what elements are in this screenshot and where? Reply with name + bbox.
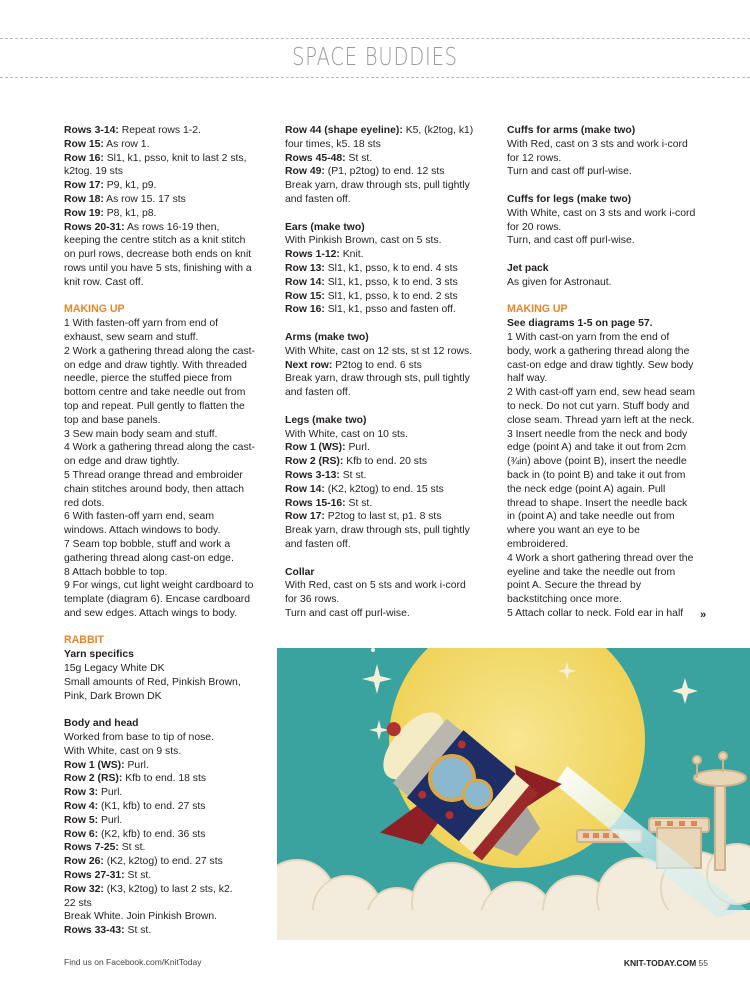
title-dashed-rule: [0, 77, 750, 78]
row-text: rows until you have 5 sts, finishing with a: [64, 262, 252, 274]
cuffs-legs-rows: [507, 207, 719, 248]
pattern-line: [285, 428, 495, 442]
pattern-line: [285, 538, 495, 552]
row-text: Kfb to end. 20 sts: [343, 456, 428, 468]
yarn-specifics-heading: Yarn specifics: [64, 649, 134, 661]
row-text: With White, cast on 10 sts.: [285, 428, 408, 440]
row-label: Rows 3-13:: [285, 469, 340, 481]
pattern-line: [285, 303, 495, 317]
pattern-line: [64, 786, 272, 800]
yarn-list: [64, 662, 272, 703]
collar-heading: Collar: [285, 566, 315, 578]
instruction-line: template (diagram 6). Encase cardboard: [64, 594, 250, 606]
row-label: Row 49:: [285, 166, 325, 178]
instruction-line: to neck. Do not cut yarn. Stuff body and: [507, 400, 690, 412]
yarn-line: 15g Legacy White DK: [64, 663, 165, 675]
row-text: Purl.: [98, 814, 123, 826]
row-text: Kfb to end. 18 sts: [122, 773, 207, 785]
pattern-line: [64, 924, 272, 938]
row-label: Rows 45-48:: [285, 152, 346, 164]
row-text: (K2, k2tog) to end. 15 sts: [324, 483, 444, 495]
rocket-illustration: [277, 648, 750, 940]
row-label: Row 14:: [285, 483, 325, 495]
jetpack-rows: [507, 276, 719, 290]
yarn-line: Small amounts of Red, Pinkish Brown,: [64, 676, 241, 688]
instruction-line: thread to shape. Insert the needle back: [507, 497, 688, 509]
pattern-line: Turn and cast off purl-wise.: [285, 607, 410, 619]
row-label: Row 16:: [285, 304, 325, 316]
instruction-line: where you want an eye to be: [507, 525, 640, 537]
pattern-line: [285, 290, 495, 304]
row-label: Row 14:: [285, 276, 325, 288]
row-text: Sl1, k1, psso, knit to last 2 sts,: [103, 152, 247, 164]
row-text: (K2, k2tog) to end. 27 sts: [103, 856, 223, 868]
row-label: Row 17:: [64, 180, 104, 192]
rocket-photo: [277, 648, 750, 940]
arms-rows: [285, 345, 495, 400]
arms-heading: Arms (make two): [285, 331, 369, 343]
row-text: Worked from base to tip of nose.: [64, 732, 214, 744]
page-number: 55: [698, 958, 708, 968]
row-text: and fasten off.: [285, 193, 351, 205]
row-label: Row 5:: [64, 814, 99, 826]
pattern-line: [64, 745, 272, 759]
row-label: Row 4:: [64, 801, 99, 813]
instruction-line: (¾in) above (point B), insert the needle: [507, 456, 687, 468]
row-label: Rows 3-14:: [64, 125, 119, 136]
instruction-line: 5 Attach collar to neck. Fold ear in half: [507, 607, 684, 619]
continue-arrow-icon: »: [700, 609, 707, 621]
pattern-line: [64, 731, 272, 745]
instruction-line: 2 With cast-off yarn end, sew head seam: [507, 387, 696, 399]
pattern-line: [285, 469, 495, 483]
row-text: (K3, k2tog) to last 2 sts, k2.: [103, 883, 233, 895]
instruction-line: windows. Attach windows to body.: [64, 525, 221, 537]
row-text: K5, (k2tog, k1): [402, 125, 474, 136]
instruction-line: 1 With cast-on yarn from the end of: [507, 331, 670, 343]
row-label: Row 44 (shape eyeline):: [285, 125, 403, 136]
head-rows: [285, 124, 495, 207]
column-1: [64, 124, 272, 938]
instruction-line: on edge and draw tightly. With threaded: [64, 359, 247, 371]
page-title: SPACE BUDDIES: [292, 42, 458, 71]
instruction-line: back in (to point B) and take it out from: [507, 469, 686, 481]
footer-facebook: Find us on Facebook.com/KnitToday: [64, 957, 202, 967]
pattern-line: [64, 276, 272, 290]
body-head-heading: Body and head: [64, 718, 139, 730]
top-dashed-rule: [0, 38, 750, 39]
instruction-line: 4 Work a gathering thread along the cast-: [64, 442, 255, 454]
row-text: St st.: [345, 152, 373, 164]
row-text: and fasten off.: [285, 387, 351, 399]
pattern-line: [64, 883, 272, 897]
row-text: Sl1, k1, psso and fasten off.: [324, 304, 456, 316]
pattern-line: [285, 359, 495, 373]
row-label: Row 32:: [64, 883, 104, 895]
instruction-line: 3 Sew main body seam and stuff.: [64, 428, 218, 440]
row-label: Row 2 (RS):: [64, 773, 123, 785]
making-up-heading-2: MAKING UP: [507, 303, 568, 316]
row-text: With White, cast on 12 sts, st st 12 rows.: [285, 345, 473, 357]
row-text: St st.: [124, 870, 152, 882]
instruction-line: top and base panels.: [64, 414, 161, 426]
pattern-line: Turn, and cast off purl-wise.: [507, 235, 635, 247]
row-text: Sl1, k1, psso, k to end. 3 sts: [324, 276, 458, 288]
row-label: Row 15:: [285, 290, 325, 302]
row-text: Purl.: [124, 759, 149, 771]
pattern-rows-tail: [64, 124, 272, 290]
pattern-line: [64, 897, 272, 911]
pattern-line: for 36 rows.: [285, 594, 340, 606]
row-text: With White, cast on 9 sts.: [64, 745, 182, 757]
row-text: St st.: [118, 842, 146, 854]
instruction-line: embroidered.: [507, 538, 569, 550]
collar-rows: [285, 579, 495, 620]
cuffs-legs-heading: Cuffs for legs (make two): [507, 193, 632, 205]
pattern-line: [285, 262, 495, 276]
yarn-line: Pink, Dark Brown DK: [64, 690, 162, 702]
cuffs-arms-heading: Cuffs for arms (make two): [507, 125, 636, 136]
row-text: four times, k5. 18 sts: [285, 138, 381, 150]
site-name: KNIT-TODAY.COM: [623, 958, 697, 968]
ears-rows: [285, 234, 495, 317]
pattern-line: [64, 124, 272, 138]
row-text: (K1, kfb) to end. 27 sts: [98, 801, 206, 813]
row-label: Row 2 (RS):: [285, 456, 344, 468]
instruction-line: and sew edges. Attach wings to body.: [64, 607, 238, 619]
row-label: Rows 33-43:: [64, 925, 125, 937]
pattern-line: [285, 441, 495, 455]
pattern-line: [285, 248, 495, 262]
instruction-line: 6 With fasten-off yarn end, seam: [64, 511, 214, 523]
pattern-line: [64, 841, 272, 855]
pattern-line: [64, 869, 272, 883]
legs-rows: [285, 428, 495, 552]
pattern-line: [64, 138, 272, 152]
pattern-line: [64, 193, 272, 207]
row-text: on purl rows, decrease both ends on knit: [64, 249, 252, 261]
row-text: P2tog to end. 6 sts: [332, 359, 422, 371]
body-head-rows: [64, 731, 272, 938]
pattern-line: [64, 772, 272, 786]
pattern-line: [285, 497, 495, 511]
ears-heading: Ears (make two): [285, 221, 365, 233]
instruction-line: needle, pierce the stuffed piece from: [64, 373, 232, 385]
row-label: Row 1 (WS):: [64, 759, 125, 771]
making-up-steps-2: [507, 331, 719, 621]
pattern-line: [285, 234, 495, 248]
instruction-line: red dots.: [64, 497, 105, 509]
row-text: P2tog to last st, p1. 8 sts: [324, 511, 442, 523]
instruction-line: bottom centre and take needle out from: [64, 387, 246, 399]
pattern-line: [64, 828, 272, 842]
column-3: [507, 124, 719, 621]
column-2: [285, 124, 495, 621]
pattern-line: [285, 455, 495, 469]
instruction-line: gathering thread along cast-on edge.: [64, 552, 234, 564]
pattern-line: for 20 rows.: [507, 221, 562, 233]
rabbit-heading: RABBIT: [64, 634, 105, 647]
instruction-line: eyeline and take the needle out from: [507, 566, 676, 578]
pattern-line: for 12 rows.: [507, 152, 562, 164]
instruction-line: 7 Seam top bobble, stuff and work a: [64, 538, 231, 550]
row-text: k2tog. 19 sts: [64, 166, 123, 178]
row-label: Rows 15-16:: [285, 497, 346, 509]
row-text: (K2, kfb) to end. 36 sts: [98, 828, 206, 840]
row-text: As rows 16-19 then,: [124, 221, 220, 233]
row-label: Rows 1-12:: [285, 249, 340, 261]
pattern-line: [285, 510, 495, 524]
pattern-line: Turn and cast off purl-wise.: [507, 166, 632, 178]
pattern-line: [64, 221, 272, 235]
row-text: Repeat rows 1-2.: [118, 125, 201, 136]
row-text: St st.: [345, 497, 373, 509]
row-text: 22 sts: [64, 897, 92, 909]
pattern-line: [64, 262, 272, 276]
instruction-line: top and repeat. Pull gently to flatten the: [64, 400, 245, 412]
pattern-line: [64, 234, 272, 248]
pattern-line: [64, 152, 272, 166]
row-label: Row 1 (WS):: [285, 442, 346, 454]
row-text: and fasten off.: [285, 538, 351, 550]
instruction-line: in (point A) and take needle out from: [507, 511, 675, 523]
row-label: Row 15:: [64, 138, 104, 150]
row-label: Next row:: [285, 359, 333, 371]
instruction-line: 8 Attach bobble to top.: [64, 566, 168, 578]
cuffs-arms-rows: [507, 138, 719, 179]
pattern-line: As given for Astronaut.: [507, 276, 612, 288]
diagrams-reference: See diagrams 1-5 on page 57.: [507, 318, 653, 330]
pattern-line: [64, 165, 272, 179]
row-text: St st.: [124, 925, 152, 937]
instruction-line: point A. Secure the thread by: [507, 580, 642, 592]
pattern-line: [285, 483, 495, 497]
instruction-line: body, work a gathering thread along the: [507, 345, 690, 357]
pattern-line: With Red, cast on 5 sts and work i-cord: [285, 580, 466, 592]
row-label: Row 19:: [64, 207, 104, 219]
row-text: Break yarn, draw through sts, pull tightly: [285, 180, 470, 192]
row-text: Purl.: [98, 787, 123, 799]
instruction-line: 3 Insert needle from the neck and body: [507, 428, 688, 440]
row-text: As row 15. 17 sts: [103, 193, 186, 205]
pattern-line: [285, 524, 495, 538]
pattern-line: [285, 152, 495, 166]
pattern-line: [285, 165, 495, 179]
instruction-line: 2 Work a gathering thread along the cast-: [64, 345, 255, 357]
pattern-line: [285, 193, 495, 207]
jetpack-heading: Jet pack: [507, 262, 549, 274]
pattern-line: [64, 179, 272, 193]
instruction-line: 1 With fasten-off yarn from end of: [64, 318, 219, 330]
pattern-line: With White, cast on 3 sts and work i-cord: [507, 207, 696, 219]
pattern-line: [285, 138, 495, 152]
row-text: (P1, p2tog) to end. 12 sts: [324, 166, 445, 178]
row-label: Row 17:: [285, 511, 325, 523]
row-label: Rows 7-25:: [64, 842, 119, 854]
footer-site: [624, 958, 708, 968]
row-text: With Pinkish Brown, cast on 5 sts.: [285, 235, 442, 247]
row-text: knit row. Cast off.: [64, 276, 144, 288]
instruction-line: 9 For wings, cut light weight cardboard to: [64, 580, 254, 592]
instruction-line: chain stitches around body, then attach: [64, 483, 245, 495]
row-label: Rows 27-31:: [64, 870, 125, 882]
pattern-line: [64, 910, 272, 924]
pattern-line: [285, 345, 495, 359]
row-text: As row 1.: [103, 138, 150, 150]
row-label: Row 26:: [64, 856, 104, 868]
pattern-line: [64, 248, 272, 262]
row-text: Break yarn, draw through sts, pull tightly: [285, 373, 470, 385]
pattern-line: [64, 759, 272, 773]
pattern-line: [64, 814, 272, 828]
pattern-line: [285, 179, 495, 193]
row-text: P8, k1, p8.: [103, 207, 157, 219]
instruction-line: 5 Thread orange thread and embroider: [64, 469, 243, 481]
instruction-line: on edge and draw tightly.: [64, 456, 180, 468]
pattern-line: [285, 124, 495, 138]
row-text: Purl.: [345, 442, 370, 454]
row-label: Row 13:: [285, 262, 325, 274]
row-text: Knit.: [339, 249, 364, 261]
instruction-line: exhaust, sew seam and stuff.: [64, 331, 199, 343]
row-label: Row 18:: [64, 193, 104, 205]
row-text: Sl1, k1, psso, k to end. 4 sts: [324, 262, 458, 274]
row-text: keeping the centre stitch as a knit stitch: [64, 235, 246, 247]
row-text: Break White. Join Pinkish Brown.: [64, 911, 218, 923]
row-label: Row 3:: [64, 787, 99, 799]
row-text: Break yarn, draw through sts, pull tightly: [285, 525, 470, 537]
instruction-line: the neck edge (point A) again. Pull: [507, 483, 666, 495]
making-up-steps: [64, 317, 272, 621]
row-label: Row 16:: [64, 152, 104, 164]
instruction-line: edge (point A) and take it out from 2cm: [507, 442, 687, 454]
row-text: St st.: [339, 469, 367, 481]
pattern-line: [64, 207, 272, 221]
pattern-line: [64, 855, 272, 869]
row-label: Rows 20-31:: [64, 221, 125, 233]
instruction-line: close seam. Thread yarn left at the neck.: [507, 414, 695, 426]
instruction-line: 4 Work a short gathering thread over the: [507, 552, 694, 564]
row-text: P9, k1, p9.: [103, 180, 157, 192]
row-text: Sl1, k1, psso, k to end. 2 sts: [324, 290, 458, 302]
instruction-line: half way.: [507, 373, 548, 385]
pattern-line: [64, 800, 272, 814]
instruction-line: backstitching once more.: [507, 594, 622, 606]
pattern-line: [285, 386, 495, 400]
pattern-line: [285, 372, 495, 386]
legs-heading: Legs (make two): [285, 414, 367, 426]
pattern-line: [285, 276, 495, 290]
instruction-line: cast-on edge and draw tightly. Sew body: [507, 359, 694, 371]
making-up-heading: MAKING UP: [64, 303, 125, 316]
pattern-line: With Red, cast on 3 sts and work i-cord: [507, 138, 688, 150]
row-label: Row 6:: [64, 828, 99, 840]
